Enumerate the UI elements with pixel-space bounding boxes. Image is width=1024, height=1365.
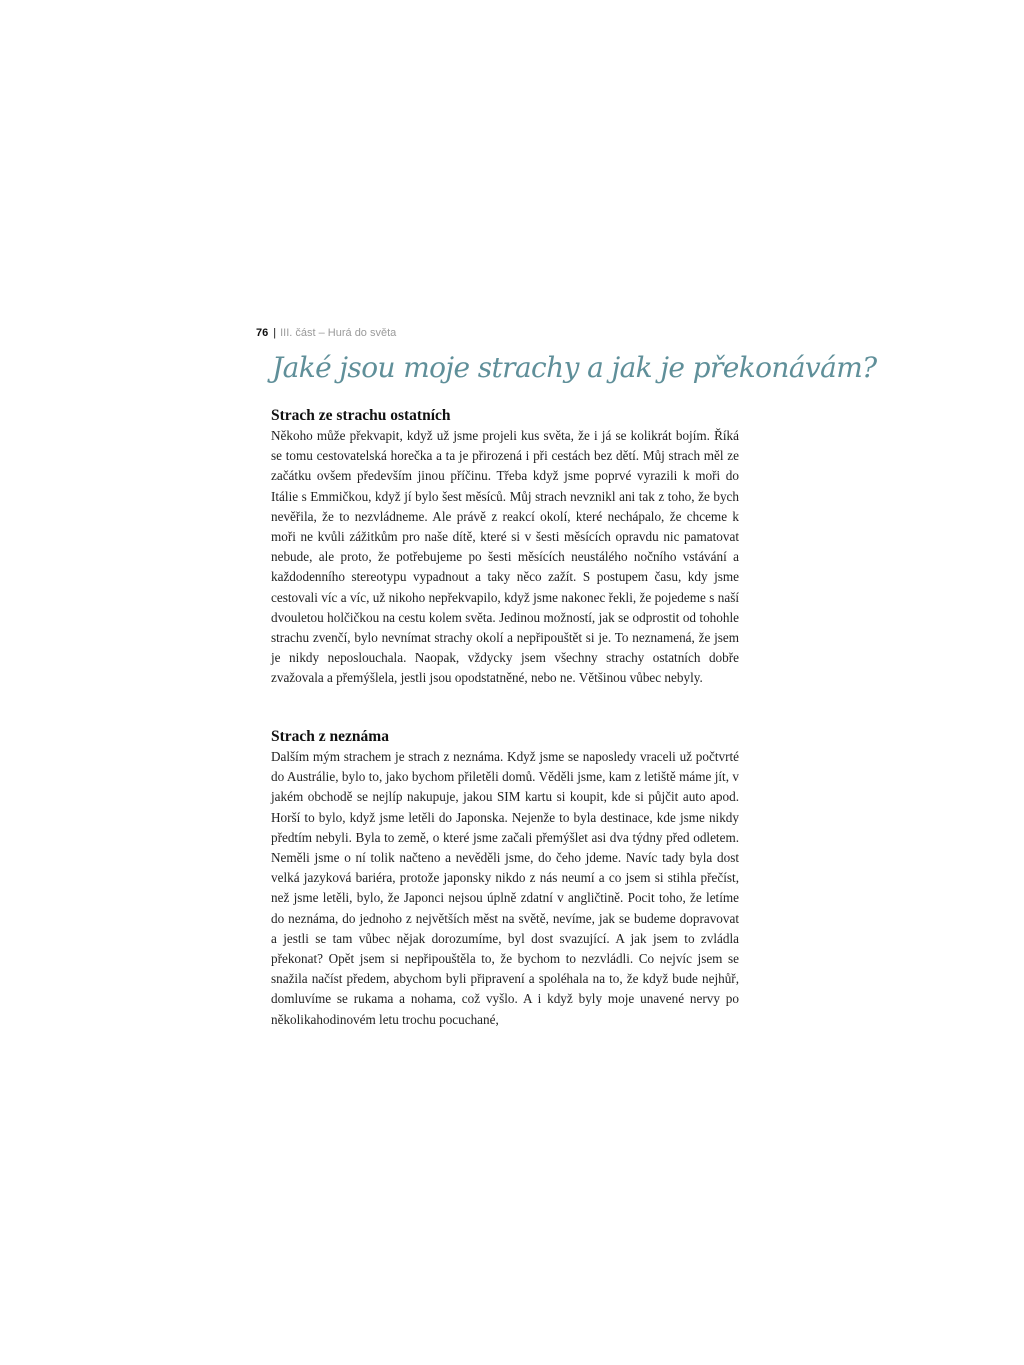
running-header	[256, 326, 396, 340]
section-body: Dalším mým strachem je strach z neznáma. Když jsme se naposledy vraceli už počtvrté do Austrálie, bylo to, jako bychom přiletěli domů. Věděli jsme, kam z letiště máme jít, v jakém obchodě se nejlíp nakupuje, jakou SIM kartu si koupit, kde si půjčit auto apod. Horší to bylo, když jsme letěli do Japonska. Nejenže to byla destinace, kde jsme nikdy předtím nebyli. Byla to země, o které jsme začali přemýšlet asi dva týdny před odletem. Neměli jsme o ní tolik načteno a nevěděli jsme, do čeho jdeme. Navíc tady byla dost velká jazyková bariéra, protože japonsky nikdo z nás neumí a co jsem si stihla přečíst, než jsme letěli, bylo, že Japonci nejsou úplně zdatní v angličtině. Pocit toho, že letíme do neznáma, do jednoho z největších měst na světě, nevíme, jak se budeme dopravovat a jestli se tam vůbec nějak dorozumíme, byl dost svazující. A jak jsem to zvládla překonat? Opět jsem si nepřipouštěla to, že bychom to nezvládli. Co nejvíc jsem se snažila načíst předem, abychom byli připravení a spoléhala na to, že když bude nejhůř, domluvíme se rukama a nohama, což vyšlo. A i když byly moje unavené nervy po několikahodinovém letu trochu pocuchané,	[271, 749, 739, 1027]
section-fear-of-unknown	[271, 727, 739, 1030]
header-separator: |	[273, 327, 277, 339]
chapter-title: Jaké jsou moje strachy a jak je překonávám?	[272, 351, 877, 384]
section-heading: Strach ze strachu ostatních	[271, 407, 451, 424]
section-heading: Strach z neznáma	[271, 728, 389, 745]
section-body: Někoho může překvapit, když už jsme projeli kus světa, že i já se kolikrát bojím. Říká se tomu cestovatelská horečka a ta je přirozená i při cestách bez dětí. Můj strach měl ze začátku ovšem především jinou příčinu. Třeba když jsme poprvé vyrazili k moři do Itálie s Emmičkou, když jí bylo šest měsíců. Můj strach nevznikl ani tak z toho, že bych nevěřila, že to nezvládneme. Ale právě z reakcí okolí, které nechápalo, že chceme k moři ne kvůli zážitkům pro naše dítě, které si v šesti měsících opravdu nic pamatovat nebude, ale proto, že potřebujeme po šesti měsících neustálého nočního vstávání a každodenního stereotypu vypadnout a taky něco zažít. S postupem času, kdy jsme cestovali víc a víc, už nikoho nepřekvapilo, když jsme nakonec řekli, že pojedeme s naší dvouletou holčičkou na cestu kolem světa. Jedinou možností, jak se odprostit od tohohle strachu zvenčí, bylo nevnímat strachy okolí a nepřipouštět si je. To neznamená, že jsem je nikdy neposlouchala. Naopak, vždycky jsem všechny strachy ostatních dobře zvažovala a přemýšlela, jestli jsou opodstatněné, nebo ne. Většinou vůbec nebyly.	[271, 428, 739, 686]
part-title: III. část – Hurá do světa	[280, 327, 397, 339]
section-fear-of-others	[271, 406, 739, 689]
page-number: 76	[256, 327, 269, 339]
